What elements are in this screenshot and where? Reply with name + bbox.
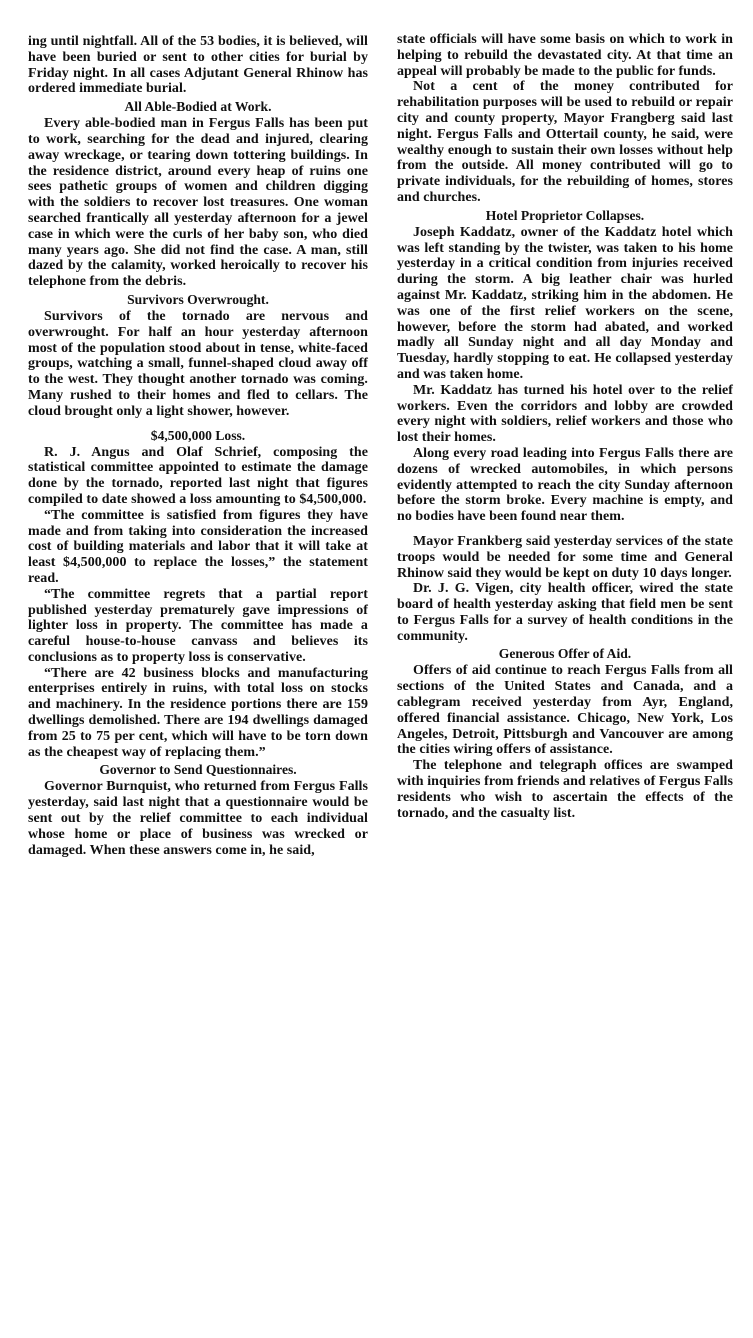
- right-column: [393, 32, 733, 858]
- article-paragraph: Not a cent of the money contributed for rehabilitation purposes will be used to rebuild or repair city and county property, Mayor Frangberg said last night. Fergus Falls and Ottertail county, he said, were wealthy enough to sustain their own losses without help from the outside. All money contributed will go to private individuals, for the rebuilding of homes, stores and churches.: [397, 79, 733, 205]
- article-paragraph: “The committee regrets that a partial report published yesterday prematurely gave impressions of lighter loss in property. The committee has made a careful house-to-house canvass and believes its conclusions as to property loss is conservative.: [28, 586, 368, 665]
- article-paragraph: Mayor Frankberg said yesterday services of the state troops would be needed for some time and General Rhinow said they would be kept on duty 10 days longer.: [397, 533, 733, 581]
- section-heading: Hotel Proprietor Collapses.: [485, 207, 645, 223]
- article-paragraph: Along every road leading into Fergus Falls there are dozens of wrecked automobiles, in which persons evidently attempted to reach the city Sunday afternoon before the storm broke. Every machine is empty, and no bodies have been found near them.: [397, 445, 733, 525]
- spacer: [28, 420, 368, 426]
- spacer: [397, 525, 733, 534]
- section-heading: Generous Offer of Aid.: [498, 646, 632, 662]
- article-paragraph: The telephone and telegraph offices are swamped with inquiries from friends and relatives of Fergus Falls residents who wish to ascertain the effects of the tornado, and the casualty list.: [397, 758, 733, 821]
- article-paragraph: Joseph Kaddatz, owner of the Kaddatz hotel which was left standing by the twister, was taken to his home yesterday in a critical condition from injuries received during the storm. A big leather chair was hurled against Mr. Kaddatz, striking him in the abdomen. He was one of the first relief workers on the scene, however, before the storm had abated, and worked madly all Sunday night and all day Monday and Tuesday, hardly stopping to eat. He collapsed yesterday and was taken home.: [397, 224, 733, 382]
- section-heading: Survivors Overwrought.: [127, 291, 269, 307]
- section-heading: Governor to Send Questionnaires.: [99, 762, 297, 778]
- article-paragraph: Dr. J. G. Vigen, city health officer, wired the state board of health yesterday asking that field men be sent to Fergus Falls for a survey of health conditions in the community.: [397, 581, 733, 644]
- article-paragraph: Mr. Kaddatz has turned his hotel over to the relief workers. Even the corridors and lobby are crowded every night with soldiers, relief workers and those who lost their homes.: [397, 382, 733, 446]
- article-paragraph: “There are 42 business blocks and manufacturing enterprises entirely in ruins, with total loss on stocks and machinery. In the residence portions there are 159 dwellings demolished. There are 194 dwellings damaged from 25 to 75 per cent, which will have to be torn down as the cheapest way of replacing them.”: [28, 665, 368, 760]
- left-column: [28, 34, 372, 858]
- article-paragraph: state officials will have some basis on which to work in helping to rebuild the devastated city. At that time an appeal will probably be made to the public for funds.: [397, 32, 733, 79]
- article-paragraph: R. J. Angus and Olaf Schrief, composing the statistical committee appointed to estimate the damage done by the tornado, reported last night that figures compiled to date showed a loss amounting to $4,500,000.: [28, 444, 368, 507]
- article-columns: [28, 34, 733, 858]
- article-paragraph: Survivors of the tornado are nervous and overwrought. For half an hour yesterday afternoon most of the population stood about in tense, white-faced groups, watching a small, funnel-shaped cloud away off to the west. They thought another tornado was coming. Many rushed to their homes and fled to cellars. The cloud brought only a light shower, however.: [28, 308, 368, 419]
- section-heading: All Able-Bodied at Work.: [124, 99, 272, 115]
- section-heading: $4,500,000 Loss.: [150, 427, 246, 443]
- article-paragraph: “The committee is satisfied from figures they have made and from taking into consideration the increased cost of building materials and labor that it will take at least $4,500,000 to replace the losses,” the statement read.: [28, 507, 368, 586]
- article-paragraph: Offers of aid continue to reach Fergus Falls from all sections of the United States and Canada, and a cablegram received yesterday from Ayr, England, offered financial assistance. Chicago, New York, Los Angeles, Detroit, Pittsburgh and Vancouver are among the cities wiring offers of assistance.: [397, 663, 733, 758]
- article-paragraph: Every able-bodied man in Fergus Falls has been put to work, searching for the dead and injured, clearing away wreckage, or tearing down tottering buildings. In the residence district, around every heap of ruins one sees pathetic groups of women and children digging with the soldiers to recover lost treasures. One woman searched frantically all yesterday afternoon for a jewel case in which were the curls of her baby son, who died many years ago. She did not find the case. A man, still dazed by the calamity, worked heroically to recover his telephone from the debris.: [28, 116, 368, 290]
- article-paragraph: ing until nightfall. All of the 53 bodies, it is believed, will have been buried or sent to other cities for burial by Friday night. In all cases Adjutant General Rhinow has ordered immediate burial.: [28, 34, 368, 97]
- article-paragraph: Governor Burnquist, who returned from Fergus Falls yesterday, said last night that a questionnaire would be sent out by the relief committee to each individual whose home or place of business was wrecked or damaged. When these answers come in, he said,: [28, 779, 368, 858]
